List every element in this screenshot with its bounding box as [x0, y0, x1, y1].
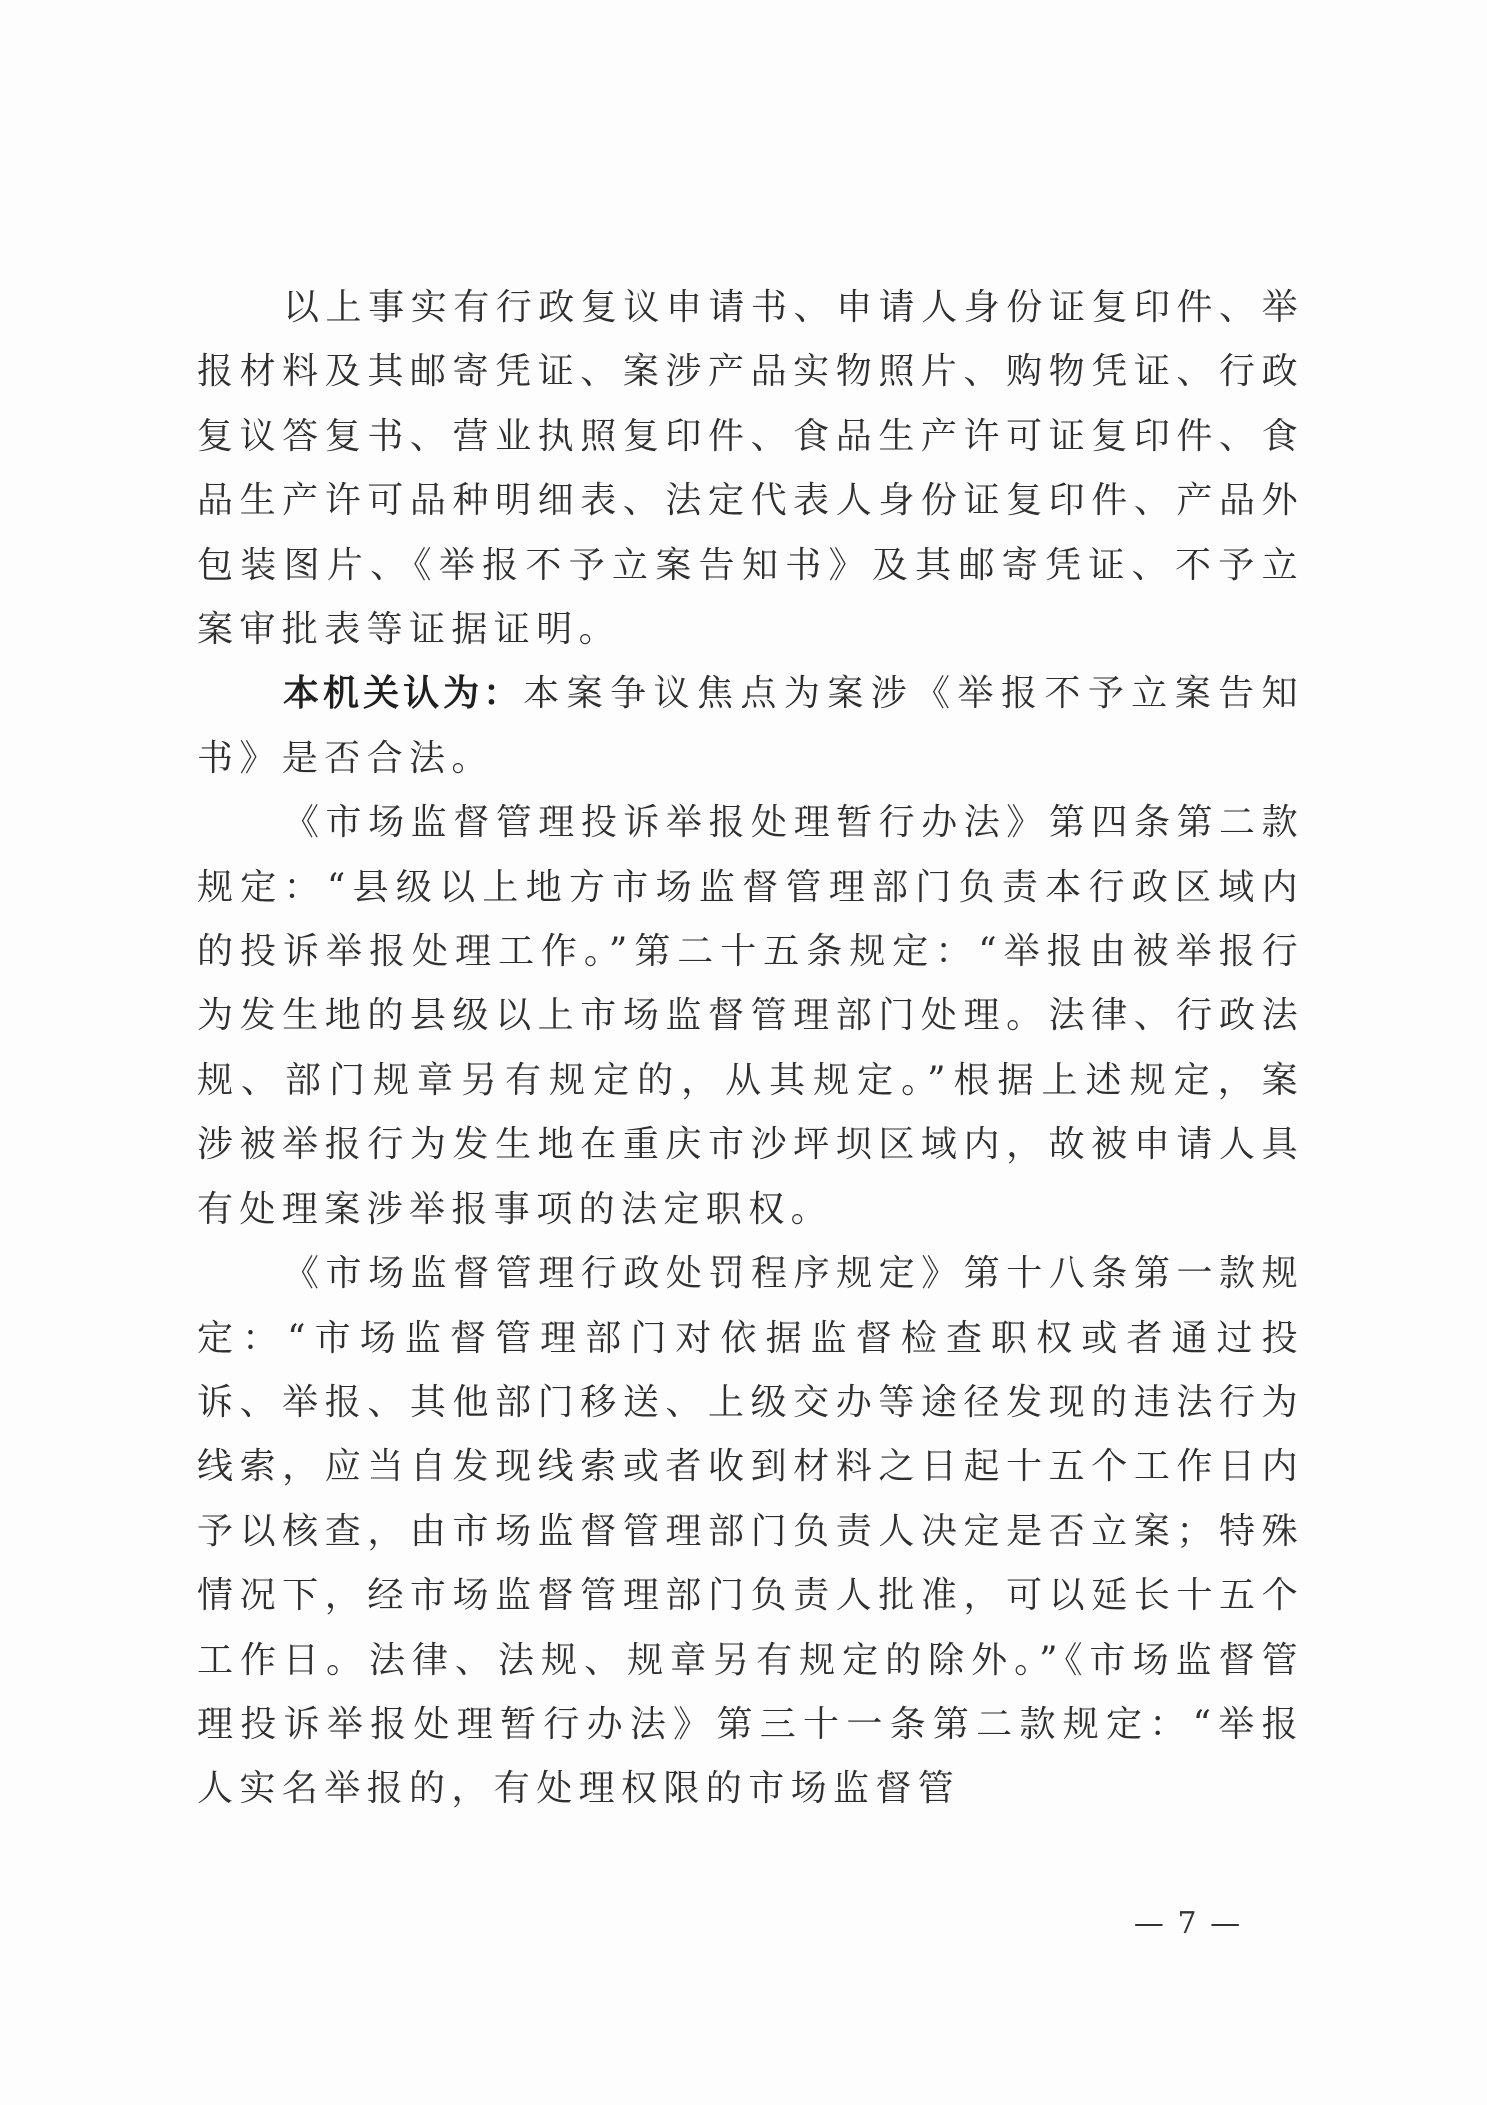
paragraph-evidence — [197, 276, 1304, 662]
body-text — [197, 276, 1304, 1822]
paragraph-procedure — [197, 1242, 1304, 1822]
paragraph-jurisdiction — [197, 791, 1304, 1242]
paragraph-text: 《市场监督管理行政处罚程序规定》第十八条第一款规定：“市场监督管理部门对依据监督检查职权或者通过投诉、举报、其他部门移送、上级交办等途径发现的违法行为线索，应当自发现线索或者收到材料之日起十五个工作日内予以核查，由市场监督管理部门负责人决定是否立案；特殊情况下，经市场监督管理部门负责人批准，可以延长十五个工作日。法律、法规、规章另有规定的除外。”《市场监督管理投诉举报处理暂行办法》第三十一条第二款规定：“举报人实名举报的，有处理权限的市场监督管 — [197, 1253, 1304, 1810]
paragraph-text: 本案争议焦点为案涉《举报不予立案告知书》是否合法。 — [197, 673, 1304, 779]
paragraph-text: 《市场监督管理投诉举报处理暂行办法》第四条第二款规定：“县级以上地方市场监督管理部门负责本行政区域内的投诉举报处理工作。”第二十五条规定：“举报由被举报行为发生地的县级以上市场监督管理部门处理。法律、行政法规、部门规章另有规定的，从其规定。”根据上述规定，案涉被举报行为发生地在重庆市沙坪坝区域内，故被申请人具有处理案涉举报事项的法定职权。 — [197, 802, 1304, 1230]
paragraph-opinion — [197, 662, 1304, 791]
paragraph-text: 以上事实有行政复议申请书、申请人身份证复印件、举报材料及其邮寄凭证、案涉产品实物照片、购物凭证、行政复议答复书、营业执照复印件、食品生产许可证复印件、食品生产许可品种明细表、法定代表人身份证复印件、产品外包装图片、《举报不予立案告知书》及其邮寄凭证、不予立案审批表等证据证明。 — [197, 287, 1304, 651]
page-number: — 7 — — [1133, 1906, 1243, 1941]
paragraph-lead: 本机关认为： — [283, 673, 524, 715]
